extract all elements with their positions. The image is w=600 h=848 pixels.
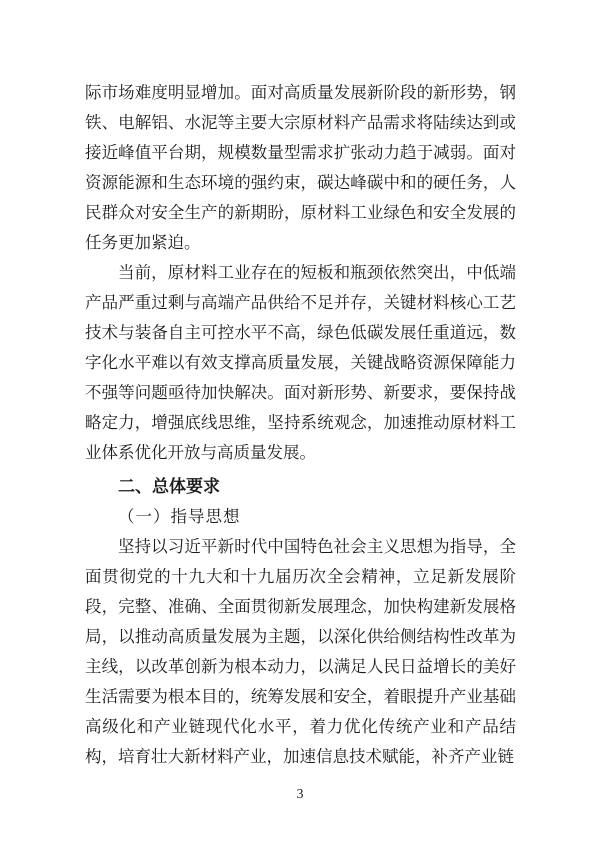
section-heading-overall-requirements: 二、总体要求 <box>118 477 220 496</box>
paragraph-market-situation: 际市场难度明显增加。面对高质量发展新阶段的新形势，钢铁、电解铝、水泥等主要大宗原材料产品需求将陆续达到或接近峰值平台期，规模数量型需求扩张动力趋于减弱。面对资源能源和生态环境的强约束，碳达峰碳中和的硬任务，人民群众对安全生产的新期盼，原材料工业绿色和安全发展的任务更加紧迫。 <box>85 83 516 252</box>
subsection-heading-guiding-ideology: （一）指导思想 <box>118 507 241 526</box>
paragraph-current-shortcomings: 当前，原材料工业存在的短板和瓶颈依然突出，中低端产品严重过剩与高端产品供给不足并存，关键材料核心工艺技术与装备自主可控水平不高，绿色低碳发展任重道远，数字化水平难以有效支撑高质量发展，关键战略资源保障能力不强等问题亟待加快解决。面对新形势、新要求，要保持战略定力，增强底线思维，坚持系统观念，加速推动原材料工业体系优化开放与高质量发展。 <box>85 263 516 462</box>
paragraph-guiding-ideology-body: 坚持以习近平新时代中国特色社会主义思想为指导，全面贯彻党的十九大和十九届历次全会精神，立足新发展阶段，完整、准确、全面贯彻新发展理念，加快构建新发展格局，以推动高质量发展为主题，以深化供给侧结构性改革为主线，以改革创新为根本动力，以满足人民日益增长的美好生活需要为根本目的，统筹发展和安全，着眼提升产业基础高级化和产业链现代化水平，着力优化传统产业和产品结构，培育壮大新材料产业，加速信息技术赋能，补齐产业链 <box>85 537 516 766</box>
page-number: 3 <box>296 787 304 802</box>
document-body <box>85 78 516 772</box>
